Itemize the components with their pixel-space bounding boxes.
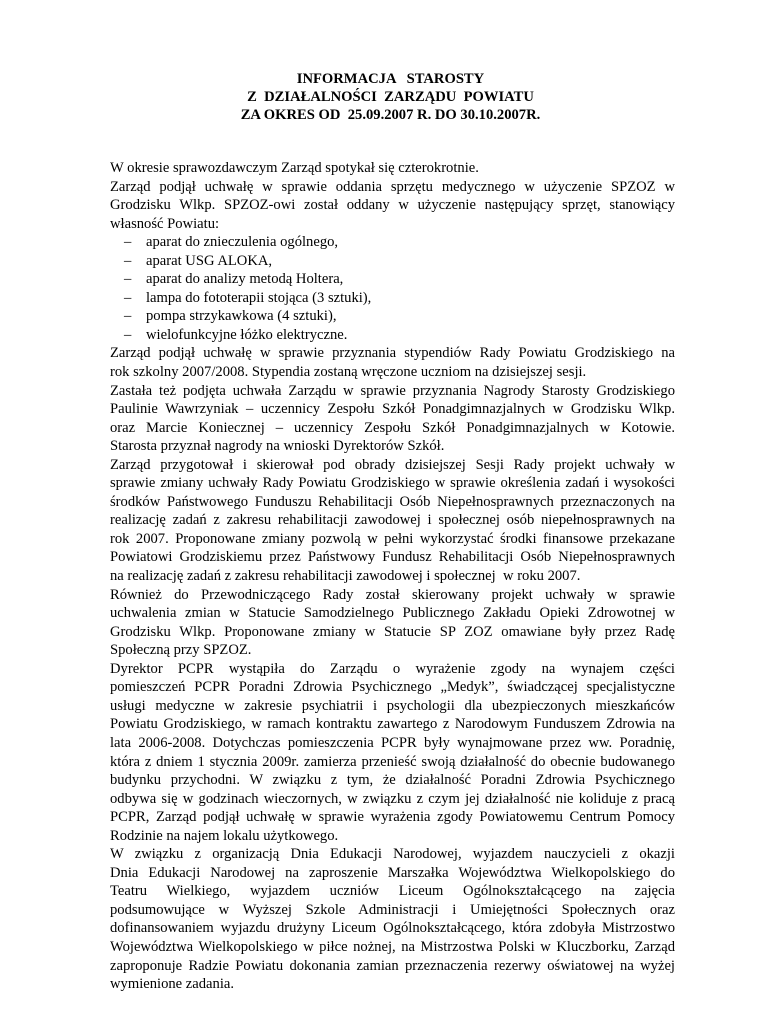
text-line: wymienione zadania. — [110, 976, 234, 993]
text-line: Również do Przewodniczącego Rady został skierowany projekt uchwały w sprawie — [110, 586, 675, 603]
title-line: INFORMACJA STAROSTY — [296, 71, 485, 87]
document-title — [0, 70, 781, 124]
text-line: Dnia Edukacji Narodowej na zaproszenie Marszałka Województwa Wielkopolskiego do — [110, 864, 675, 881]
text-line: Społeczną przy SPZOZ. — [110, 642, 252, 659]
list-item-text: aparat do znieczulenia ogólnego, — [146, 234, 339, 251]
paragraph-p1 — [110, 159, 675, 233]
text-line: realizację zadań z zakresu rehabilitacji zawodowej i społecznej osób niepełnosprawnych na — [110, 512, 675, 529]
list-item — [110, 289, 675, 308]
document-body — [110, 159, 675, 994]
list-bullet: – — [124, 308, 132, 325]
text-line: uchwalenia zmian w Statucie Samodzielnego Publicznego Zakładu Opieki Zdrowotnej w — [110, 605, 675, 622]
text-line: podsumowujące w Wyższej Szkole Administracji i Umiejętności Społecznych oraz — [110, 901, 675, 918]
text-line: Zarząd podjął uchwałę w sprawie przyznania stypendiów Rady Powiatu Grodziskiego na — [110, 345, 675, 362]
equipment-list — [110, 233, 675, 344]
text-line: rok szkolny 2007/2008. Stypendia zostaną wręczone uczniom na dzisiejszej sesji. — [110, 364, 587, 381]
paragraph-p2 — [110, 344, 675, 455]
text-line: która z dniem 1 stycznia 2009r. zamierza przenieść swoją działalność do obecnie budowanego — [110, 753, 675, 770]
list-item-text: pompa strzykawkowa (4 sztuki), — [146, 308, 337, 325]
list-bullet: – — [124, 271, 132, 288]
text-line: dofinansowaniem wyjazdu drużyny Liceum Ogólnokształcącego, która zdobyła Mistrzostwo — [110, 920, 675, 937]
list-item — [110, 270, 675, 289]
paragraph-p6 — [110, 845, 675, 993]
text-line: oraz Marcie Koniecznej – uczennicy Zespołu Szkół Ponadgimnazjalnych w Kotowie. — [110, 419, 675, 436]
text-line: Dyrektor PCPR wystąpiła do Zarządu o wyrażenie zgody na wynajem części — [110, 660, 675, 677]
text-line: Zarząd podjął uchwałę w sprawie oddania sprzętu medycznego w użyczenie SPZOZ w — [110, 178, 675, 195]
list-item-text: lampa do fototerapii stojąca (3 sztuki), — [146, 289, 372, 306]
text-line: Zarząd przygotował i skierował pod obrady dzisiejszej Sesji Rady projekt uchwały w — [110, 456, 675, 473]
list-bullet: – — [124, 326, 132, 343]
text-line: Teatru Wielkiego, wyjazdem uczniów Liceum Ogólnokształcącego na zajęcia — [110, 883, 675, 900]
text-line: środków Państwowego Funduszu Rehabilitacji Osób Niepełnosprawnych przeznaczonych na — [110, 493, 675, 510]
text-line: lata 2006-2008. Dotychczas pomieszczenia PCPR były wynajmowane przez ww. Poradnię, — [110, 734, 675, 751]
text-line: Paulinie Wawrzyniak – uczennicy Zespołu Szkół Ponadgimnazjalnych w Grodzisku Wlkp. — [110, 401, 675, 418]
text-line: sprawie zmiany uchwały Rady Powiatu Grodziskiego w sprawie określenia zadań i wysokości — [110, 475, 675, 492]
list-item — [110, 233, 675, 252]
text-line: usługi medyczne w zakresie psychiatrii i psychologii dla ubezpieczonych mieszkańców — [110, 697, 675, 714]
list-bullet: – — [124, 234, 132, 251]
text-line: na realizację zadań z zakresu rehabilitacji zawodowej i społecznej w roku 2007. — [110, 568, 581, 585]
text-line: Rodzinie na najem lokalu użytkowego. — [110, 827, 339, 844]
text-line: własność Powiatu: — [110, 215, 220, 232]
text-line: W okresie sprawozdawczym Zarząd spotykał się czterokrotnie. — [110, 160, 479, 176]
text-line: Grodzisku Wlkp. SPZOZ-owi został oddany w użyczenie następujący sprzęt, stanowiący — [110, 197, 675, 214]
text-line: Powiatu Grodziskiego, w ramach kontraktu zawartego z Narodowym Funduszem Zdrowia na — [110, 716, 675, 733]
list-item-text: aparat do analizy metodą Holtera, — [146, 271, 344, 288]
list-bullet: – — [124, 252, 132, 269]
text-line: Grodzisku Wlkp. Proponowane zmiany w Statucie SP ZOZ omawiane były przez Radę — [110, 623, 675, 640]
list-item-text: aparat USG ALOKA, — [146, 252, 273, 269]
text-line: PCPR, Zarząd podjął uchwałę w sprawie wyrażenia zgody Powiatowemu Centrum Pomocy — [110, 809, 675, 826]
list-item-text: wielofunkcyjne łóżko elektryczne. — [146, 326, 348, 343]
title-line: Z DZIAŁALNOŚCI ZARZĄDU POWIATU — [247, 89, 534, 105]
list-item — [110, 326, 675, 345]
text-line: budynku przychodni. W związku z tym, że działalność Poradni Zdrowia Psychicznego — [110, 772, 675, 789]
text-line: pomieszczeń PCPR Poradni Zdrowia Psychicznego „Medyk”, świadczącej specjalistyczne — [110, 679, 675, 696]
text-line: rok 2007. Proponowane zmiany pozwolą w pełni wykorzystać środki finansowe przekazane — [110, 530, 675, 547]
text-line: zaproponuje Radzie Powiatu dokonania zamian przeznaczenia rezerwy oświatowej na wyżej — [110, 957, 675, 974]
text-line: Starosta przyznał nagrody na wnioski Dyrektorów Szkół. — [110, 438, 445, 455]
list-bullet: – — [124, 289, 132, 306]
list-item — [110, 252, 675, 271]
text-line: W związku z organizacją Dnia Edukacji Narodowej, wyjazdem nauczycieli z okazji — [110, 846, 675, 863]
text-line: Powiatowi Grodziskiemu przez Państwowy Fundusz Rehabilitacji Osób Niepełnosprawnych — [110, 549, 675, 566]
text-line: odbywa się w godzinach wieczornych, w związku z czym jej działalność nie koliduje z pracą — [110, 790, 675, 807]
paragraph-p3 — [110, 456, 675, 586]
paragraph-p5 — [110, 660, 675, 845]
text-line: Zastała też podjęta uchwała Zarządu w sprawie przyznania Nagrody Starosty Grodziskiego — [110, 382, 675, 399]
title-line: ZA OKRES OD 25.09.2007 R. DO 30.10.2007R. — [240, 107, 541, 123]
list-item — [110, 307, 675, 326]
paragraph-p4 — [110, 586, 675, 660]
text-line: Województwa Wielkopolskiego w piłce nożnej, na Mistrzostwa Polski w Kluczborku, Zarząd — [110, 938, 675, 955]
